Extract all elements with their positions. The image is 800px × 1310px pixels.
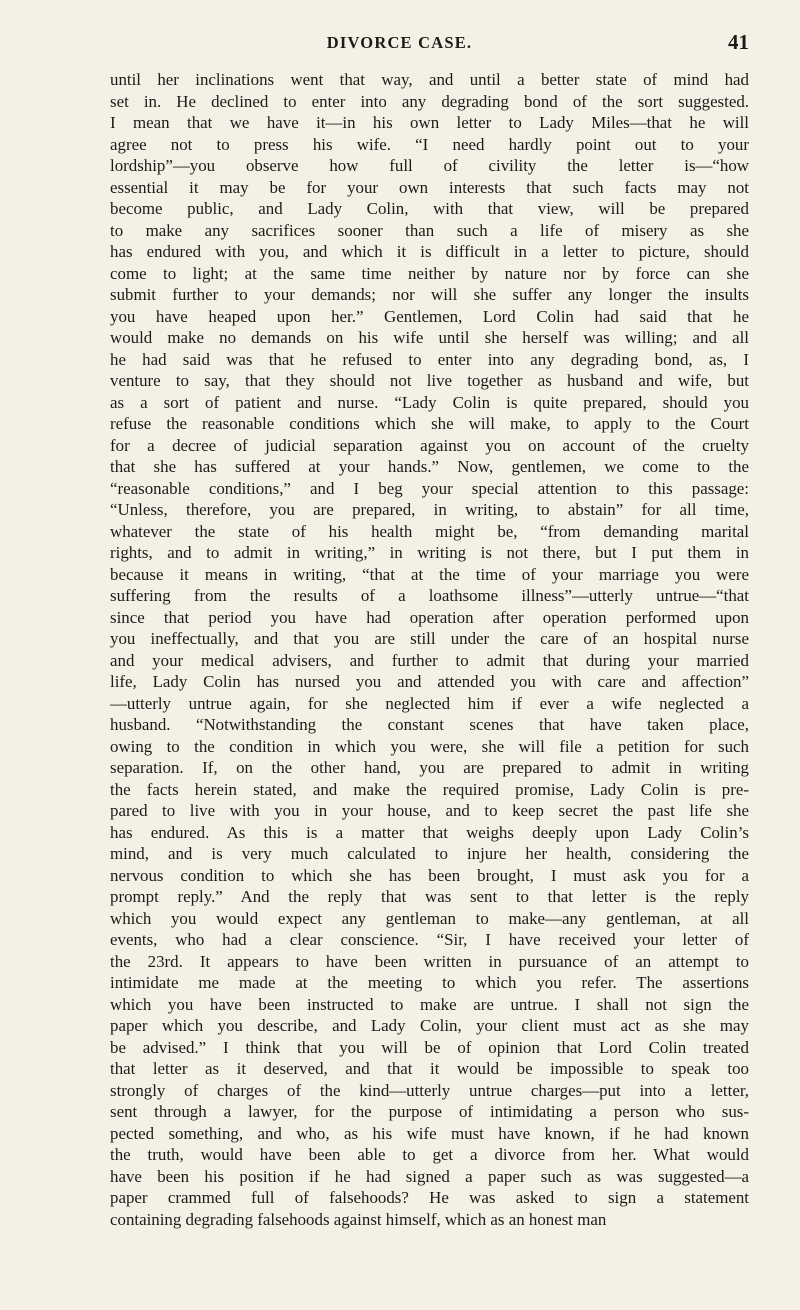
text-line: since that period you have had operation after operation performed upon — [110, 607, 749, 627]
running-head — [110, 30, 749, 64]
text-line: he had said was that he refused to enter into any degrading bond, as, I — [110, 349, 749, 369]
text-line: prompt reply.” And the reply that was sent to that letter is the reply — [110, 887, 749, 906]
text-line: you have heaped upon her.” Gentlemen, Lord Colin had said that he — [110, 306, 749, 326]
text-line: suffering from the results of a loathsome illness”—utterly untrue—“that — [110, 586, 749, 605]
text-line: life, Lady Colin has nursed you and attended you with care and affection” — [110, 672, 749, 691]
body-text — [110, 69, 749, 1230]
text-line: owing to the condition in which you were, she will file a petition for such — [110, 736, 749, 756]
text-line: agree not to press his wife. “I need hardly point out to your — [110, 134, 749, 154]
text-line: I mean that we have it—in his own letter to Lady Miles—that he will — [110, 113, 749, 132]
text-line: mind, and is very much calculated to injure her health, considering the — [110, 844, 749, 863]
text-line: husband. “Notwithstanding the constant scenes that have taken place, — [110, 715, 749, 734]
text-line: essential it may be for your own interests that such facts may not — [110, 177, 749, 197]
text-line: whatever the state of his health might be, “from demanding marital — [110, 521, 749, 541]
text-line: for a decree of judicial separation against you on account of the cruelty — [110, 435, 749, 455]
text-line: “reasonable conditions,” and I beg your special attention to this passage: — [110, 478, 749, 498]
text-line: venture to say, that they should not live together as husband and wife, but — [110, 371, 749, 390]
text-line: sent through a lawyer, for the purpose of intimidating a person who sus- — [110, 1102, 749, 1121]
text-line: be advised.” I think that you will be of opinion that Lord Colin treated — [110, 1037, 749, 1057]
text-line: —utterly untrue again, for she neglected him if ever a wife neglected a — [110, 693, 749, 713]
text-line: become public, and Lady Colin, with that view, will be prepared — [110, 199, 749, 218]
text-line: has endured. As this is a matter that weighs deeply upon Lady Colin’s — [110, 822, 749, 842]
text-line: you ineffectually, and that you are still under the care of an hospital nurse — [110, 629, 749, 648]
text-line: rights, and to admit in writing,” in writing is not there, but I put them in — [110, 543, 749, 562]
text-line: has endured with you, and which it is difficult in a letter to picture, should — [110, 242, 749, 261]
text-line: nervous condition to which she has been brought, I must ask you for a — [110, 865, 749, 885]
text-line: paper crammed full of falsehoods? He was asked to sign a statement — [110, 1188, 749, 1207]
text-line: containing degrading falsehoods against himself, which as an honest man — [110, 1209, 607, 1229]
text-line: that she has suffered at your hands.” Now, gentlemen, we come to the — [110, 457, 749, 476]
text-line: pected something, and who, as his wife must have known, if he had known — [110, 1123, 749, 1143]
text-line: that letter as it deserved, and that it would be impossible to speak too — [110, 1059, 749, 1078]
text-line: pared to live with you in your house, and to keep secret the past life she — [110, 801, 749, 820]
text-line: lordship”—you observe how full of civility the letter is—“how — [110, 156, 749, 175]
text-line: would make no demands on his wife until she herself was willing; and all — [110, 328, 749, 347]
text-line: “Unless, therefore, you are prepared, in writing, to abstain” for all time, — [110, 500, 749, 519]
text-line: because it means in writing, “that at the time of your marriage you were — [110, 564, 749, 584]
text-line: the facts herein stated, and make the required promise, Lady Colin is pre- — [110, 779, 749, 799]
text-line: until her inclinations went that way, and until a better state of mind had — [110, 70, 749, 89]
text-line: the 23rd. It appears to have been written in pursuance of an attempt to — [110, 951, 749, 971]
text-line: which you have been instructed to make are untrue. I shall not sign the — [110, 994, 749, 1014]
text-line: the truth, would have been able to get a divorce from her. What would — [110, 1145, 749, 1164]
text-line: have been his position if he had signed a paper such as was suggested—a — [110, 1166, 749, 1186]
text-line: separation. If, on the other hand, you are prepared to admit in writing — [110, 758, 749, 777]
text-line: strongly of charges of the kind—utterly untrue charges—put into a letter, — [110, 1080, 749, 1100]
text-line: as a sort of patient and nurse. “Lady Colin is quite prepared, should you — [110, 392, 749, 412]
page-number: 41 — [728, 30, 749, 54]
text-line: to make any sacrifices sooner than such a life of misery as she — [110, 220, 749, 240]
text-line: set in. He declined to enter into any degrading bond of the sort suggested. — [110, 91, 749, 111]
text-line: submit further to your demands; nor will she suffer any longer the insults — [110, 285, 749, 304]
text-line: come to light; at the same time neither by nature nor by force can she — [110, 263, 749, 283]
text-line: which you would expect any gentleman to make—any gentleman, at all — [110, 908, 749, 928]
text-line: refuse the reasonable conditions which she will make, to apply to the Court — [110, 414, 749, 433]
text-line: intimidate me made at the meeting to which you refer. The assertions — [110, 973, 749, 992]
running-title: DIVORCE CASE. — [326, 33, 473, 52]
text-line: events, who had a clear conscience. “Sir, I have received your letter of — [110, 930, 749, 949]
text-line: and your medical advisers, and further to admit that during your married — [110, 650, 749, 670]
text-line: paper which you describe, and Lady Colin, your client must act as she may — [110, 1016, 749, 1035]
